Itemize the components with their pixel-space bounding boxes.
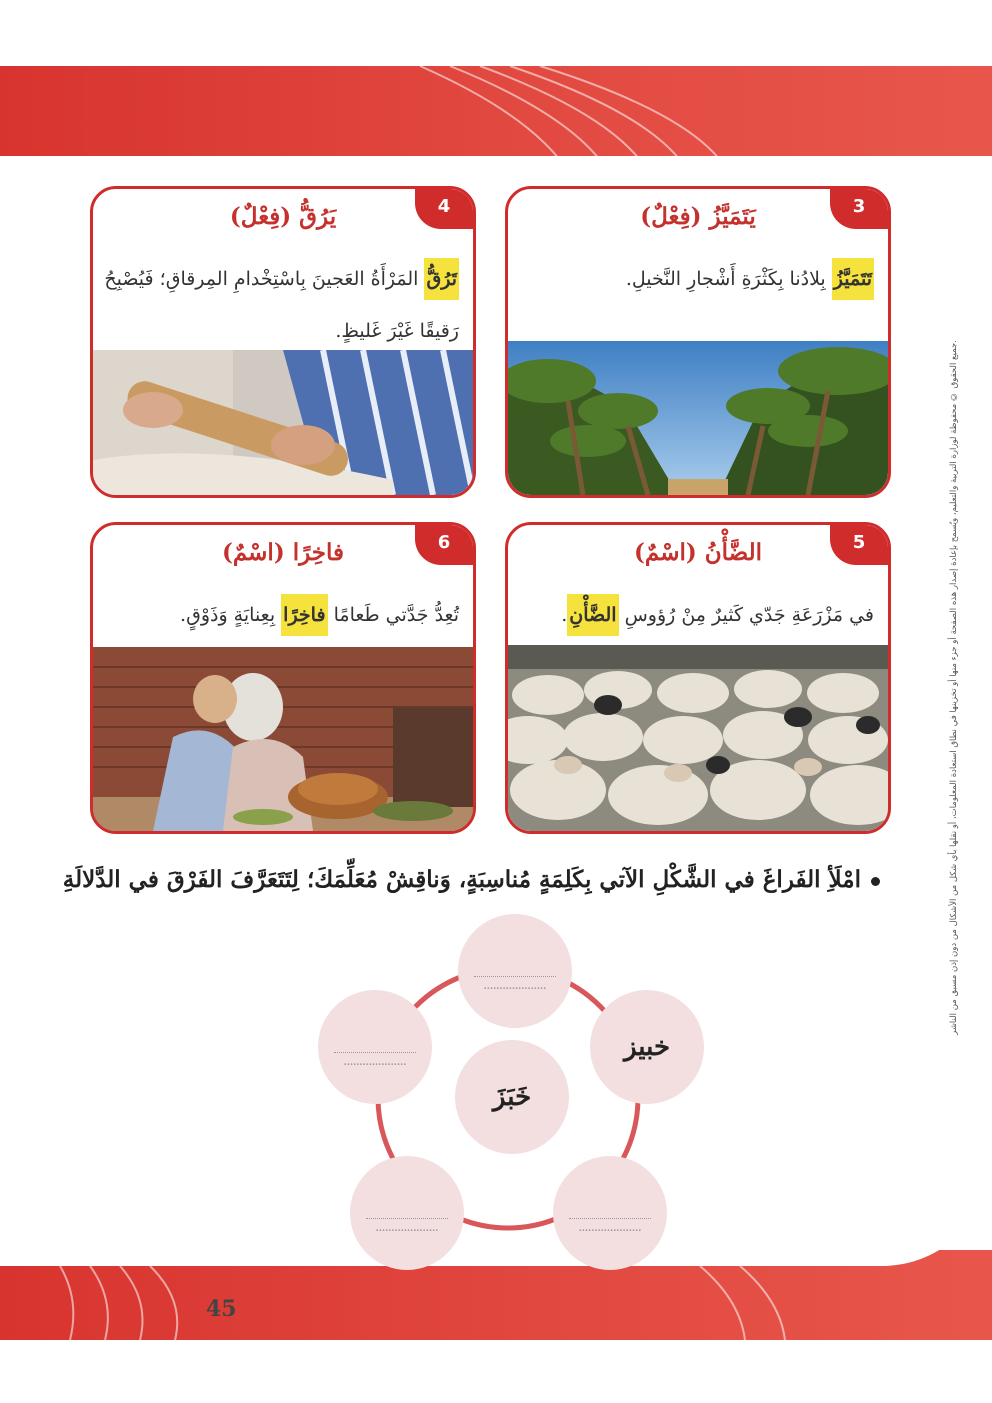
sentence-text-before: تُعِدُّ جَدَّتي طَعامًا xyxy=(327,604,459,626)
blank-placeholder: .................... xyxy=(578,1224,642,1234)
blank-placeholder: .................... xyxy=(483,982,547,992)
diagram-bubble-right xyxy=(590,990,704,1104)
blank-placeholder: .................... xyxy=(343,1058,407,1068)
highlighted-word: فاخِرًا xyxy=(281,594,327,636)
sentence-text: المَرْأَةُ العَجينَ بِاسْتِخْدامِ المِرقاقِ؛ فَيُصْبِحُ رَقيقًا غَيْرَ غَليظٍ. xyxy=(104,268,459,342)
sentence-text-after: . xyxy=(561,604,568,626)
diagram-bubble-bottom-right[interactable] xyxy=(553,1156,667,1270)
copyright-notice xyxy=(925,340,975,1090)
card-word: يَتَمَيَّزُ (فِعْلٌ) xyxy=(640,203,756,230)
highlighted-word: تَرُقُّ xyxy=(424,258,459,300)
copyright-text: جميع الحقوق © محفوظة لوزارة التربية والتعليم، ويُسمح بإعادة إصدار هذه الصفحة أو جزء منها أو تخزينها في نطاق استعادة المعلومات، أو نقلها بأي شكل من الأشكال من دون إذن مسبق من الناشر. xyxy=(949,340,959,1035)
card-word: فاخِرًا (اسْمٌ) xyxy=(221,539,345,566)
sentence-text-before: في مَزْرَعَةِ جَدّي كَثيرٌ مِنْ رُؤوسِ xyxy=(618,604,874,626)
card-word: يَرُقُّ (فِعْلٌ) xyxy=(229,203,337,230)
center-word: خَبَزَ xyxy=(492,1082,532,1112)
highlighted-word: تَتَمَيَّزُ xyxy=(832,258,874,300)
card-number: 6 xyxy=(415,525,473,565)
diagram-bubble-top[interactable] xyxy=(458,914,572,1028)
highlighted-word: الضَّأْنِ xyxy=(567,594,618,636)
sentence-text: بِلادُنا بِكَثْرَةِ أَشْجارِ النَّخيلِ. xyxy=(625,268,832,290)
card-word: الضَّأْنُ (اسْمٌ) xyxy=(634,539,762,566)
diagram-bubble-left[interactable] xyxy=(318,990,432,1104)
diagram-center-bubble xyxy=(455,1040,569,1154)
card-number: 4 xyxy=(415,189,473,229)
filled-word: خبيز xyxy=(623,1032,671,1062)
blank-placeholder: .................... xyxy=(375,1224,439,1234)
sentence-text-after: بِعِنايَةٍ وَذَوْقٍ. xyxy=(180,604,282,626)
diagram-bubble-bottom-left[interactable] xyxy=(350,1156,464,1270)
card-number: 5 xyxy=(830,525,888,565)
page-number: 45 xyxy=(206,1296,237,1322)
card-number: 3 xyxy=(830,189,888,229)
instruction-text: امْلَأِ الفَراغَ في الشَّكْلِ الآتي بِكَلِمَةٍ مُناسِبَةٍ، وَناقِشْ مُعَلِّمَكَ؛ لِتَتَعَرَّفَ الفَرْقَ في الدَّلالَةِ xyxy=(62,866,861,893)
